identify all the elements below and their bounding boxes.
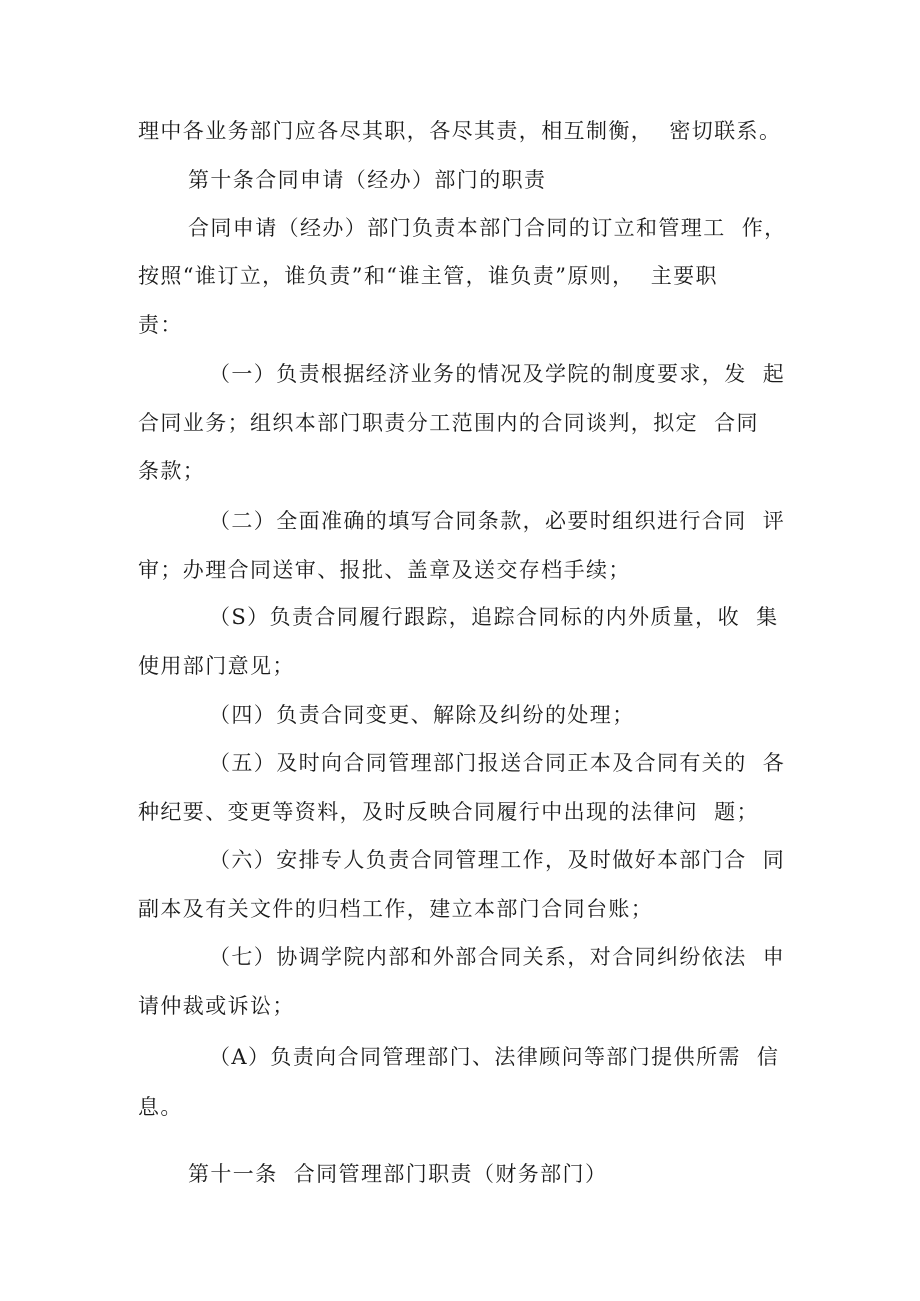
text-line: 请仲裁或诉讼；: [138, 994, 295, 1018]
text-line: 理中各业务部门应各尽其职，各尽其责，相互制衡， 密切联系。: [138, 119, 782, 143]
text-line: 种纪要、变更等资料，及时反映合同履行中出现的法律问 题；: [138, 800, 759, 824]
list-item: （S）负责合同履行跟踪，追踪合同标的内外质量，收 集: [209, 605, 779, 629]
text-line: 条款；: [138, 459, 206, 483]
text-line: 审；办理合同送审、报批、盖章及送交存档手续；: [138, 558, 631, 582]
text-line: 责：: [138, 313, 183, 337]
article-heading: 第十一条 合同管理部门职责（财务部门）: [188, 1162, 608, 1186]
text-line: 合同申请（经办）部门负责本部门合同的订立和管理工 作，: [188, 216, 787, 240]
list-item: （二）全面准确的填写合同条款，必要时组织进行合同 评: [209, 509, 786, 533]
text-line: 合同业务；组织本部门职责分工范围内的合同谈判，拟定 合同: [138, 411, 759, 435]
list-item: （七）协调学院内部和外部合同关系，对合同纠纷依法 申: [209, 945, 786, 969]
text-line: 按照“谁订立，谁负责”和“谁主管，谁负责”原则， 主要职: [138, 264, 718, 288]
list-item: （一）负责根据经济业务的情况及学院的制度要求，发 起: [209, 362, 786, 386]
text-line: 使用部门意见；: [138, 654, 295, 678]
list-item: （A）负责向合同管理部门、法律顾问等部门提供所需 信: [209, 1045, 780, 1069]
text-line: 副本及有关文件的归档工作，建立本部门合同台账；: [138, 897, 654, 921]
text-line: 息。: [138, 1095, 183, 1119]
article-heading: 第十条合同申请（经办）部门的职责: [188, 168, 547, 192]
list-item: （四）负责合同变更、解除及纠纷的处理；: [209, 703, 635, 727]
list-item: （六）安排专人负责合同管理工作，及时做好本部门合 同: [209, 848, 786, 872]
list-item: （五）及时向合同管理部门报送合同正本及合同有关的 各: [209, 751, 786, 775]
